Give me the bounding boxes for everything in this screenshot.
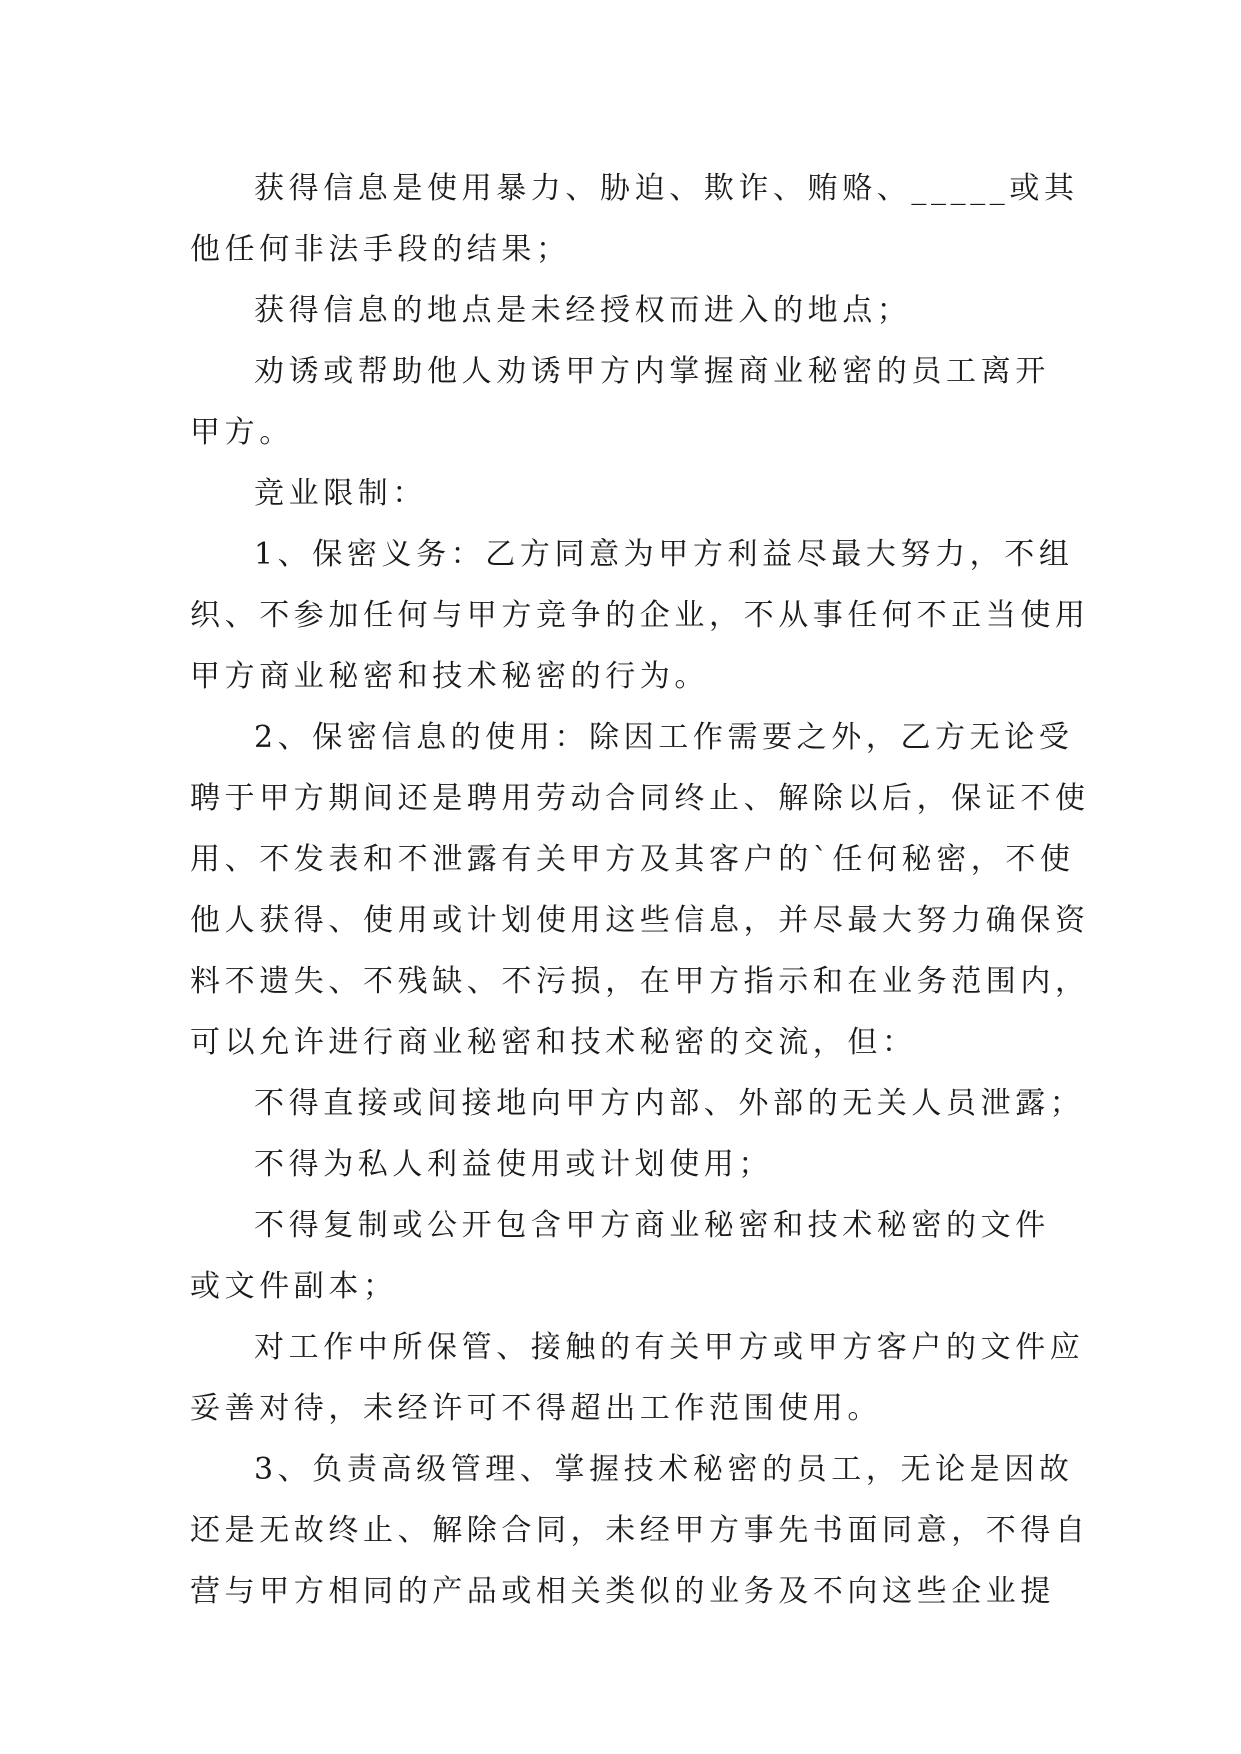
text-line: 1、保密义务：乙方同意为甲方利益尽最大努力，不组 <box>254 537 1074 572</box>
text-line: 还是无故终止、解除合同，未经甲方事先书面同意，不得自 <box>190 1513 1090 1548</box>
text-line: 2、保密信息的使用：除因工作需要之外，乙方无论受 <box>254 720 1074 755</box>
document-body <box>190 158 1090 1622</box>
section-heading: 竞业限制： <box>254 476 427 511</box>
text-line: 或文件副本； <box>190 1269 398 1304</box>
text-line: 他任何非法手段的结果； <box>190 232 571 267</box>
text-line: 3、负责高级管理、掌握技术秘密的员工，无论是因故 <box>254 1452 1074 1487</box>
text-line: 可以允许进行商业秘密和技术秘密的交流，但： <box>190 1025 917 1060</box>
text-line: 营与甲方相同的产品或相关类似的业务及不向这些企业提 <box>190 1574 1055 1609</box>
text-line: 不得为私人利益使用或计划使用； <box>254 1147 773 1182</box>
text-line: 他人获得、使用或计划使用这些信息，并尽最大努力确保资 <box>190 903 1090 938</box>
text-line: 不得复制或公开包含甲方商业秘密和技术秘密的文件 <box>254 1208 1050 1243</box>
text-line: 妥善对待，未经许可不得超出工作范围使用。 <box>190 1391 882 1426</box>
text-line: 织、不参加任何与甲方竞争的企业，不从事任何不正当使用 <box>190 598 1090 633</box>
text-line: 对工作中所保管、接触的有关甲方或甲方客户的文件应 <box>254 1330 1085 1365</box>
text-line: 甲方商业秘密和技术秘密的行为。 <box>190 659 709 694</box>
text-line: 聘于甲方期间还是聘用劳动合同终止、解除以后，保证不使 <box>190 781 1090 816</box>
text-line: 劝诱或帮助他人劝诱甲方内掌握商业秘密的员工离开 <box>254 354 1050 389</box>
text-line: 用、不发表和不泄露有关甲方及其客户的`任何秘密，不使 <box>190 842 1075 877</box>
text-line: 获得信息是使用暴力、胁迫、欺诈、贿赂、_____或其 <box>254 171 1079 206</box>
text-line: 获得信息的地点是未经授权而进入的地点； <box>254 293 912 328</box>
text-line: 料不遗失、不残缺、不污损，在甲方指示和在业务范围内， <box>190 964 1090 999</box>
text-line: 不得直接或间接地向甲方内部、外部的无关人员泄露； <box>254 1086 1085 1121</box>
text-line: 甲方。 <box>190 415 294 450</box>
